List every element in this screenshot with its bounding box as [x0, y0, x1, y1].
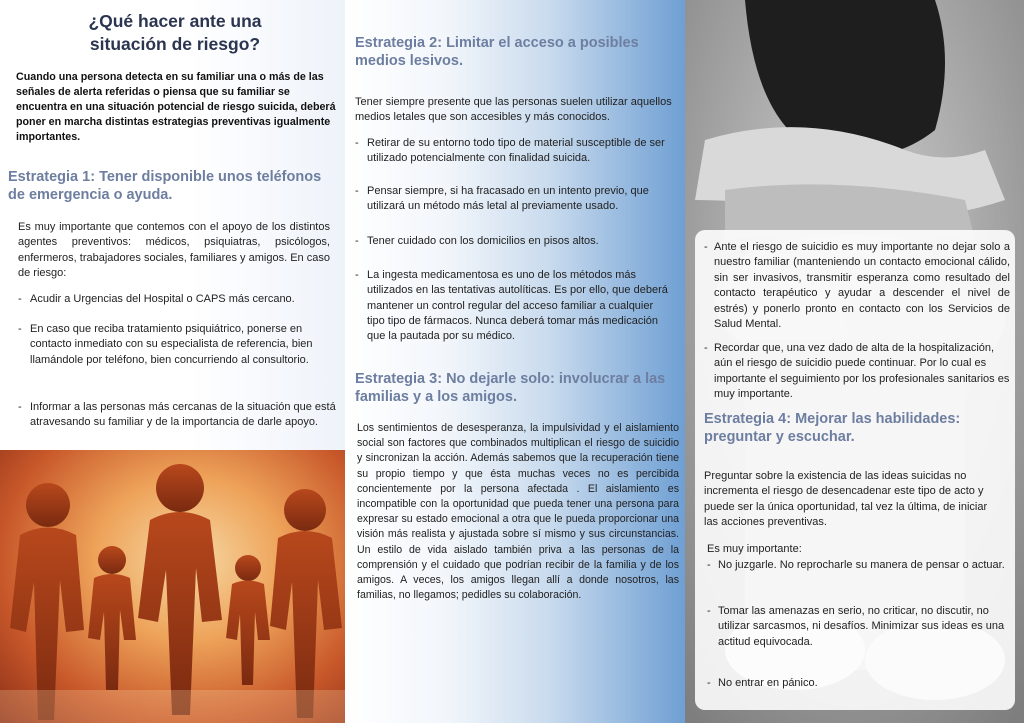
bullet-dash: -: [704, 342, 708, 354]
strategy-1-heading: Estrategia 1: Tener disponible unos teléfonos de emergencia o ayuda.: [8, 169, 322, 203]
important-label: Es muy importante:: [707, 543, 802, 555]
middle-panel: [345, 0, 685, 723]
item-text: En caso que reciba tratamiento psiquiátrico, ponerse en contacto inmediato con su especialista de referencia, bien llamándole por teléfono, bien concurriendo al consultorio.: [30, 323, 313, 366]
bullet-dash: -: [18, 323, 22, 335]
bullet-dash: -: [704, 241, 708, 253]
strategy-2-item-2: [355, 184, 673, 215]
bullet-dash: -: [707, 677, 711, 689]
bullet-dash: -: [355, 235, 359, 247]
item-text: Tener cuidado con los domicilios en pisos altos.: [367, 235, 599, 247]
paper-family-figures: [0, 450, 345, 723]
tip-text: No entrar en pánico.: [718, 677, 818, 689]
strategy-3-heading: Estrategia 3: No dejarle solo: involucrar a las familias y a los amigos.: [355, 371, 666, 405]
right-item-1: [704, 240, 1010, 332]
paper-family-illustration: [0, 450, 345, 723]
bullet-dash: -: [707, 559, 711, 571]
bullet-dash: -: [355, 185, 359, 197]
tip-text: No juzgarle. No reprocharle su manera de pensar o actuar.: [718, 559, 1005, 571]
intro-paragraph: Cuando una persona detecta en su familiar una o más de las señales de alerta referidas o piensa que su familiar se encuentra en una situación potencial de riesgo suicida, deberá poner en marcha distintas estrategias preventivas igualmente importantes.: [16, 71, 336, 143]
strategy-2-heading: Estrategia 2: Limitar el acceso a posibles medios lesivos.: [355, 35, 639, 69]
strategy-4-heading: Estrategia 4: Mejorar las habilidades: preguntar y escuchar.: [704, 411, 961, 445]
strategy-1-item-2: [18, 322, 330, 368]
page-title: [40, 10, 310, 56]
item-text: La ingesta medicamentosa es uno de los métodos más utilizados en las tentativas autolíticas. Es por ello, que deberá mantener un control regular del acceso familiar a cualquier tipo tipo de fármacos. Nunca deberá tomar más medicación que la pautada por su médico.: [367, 269, 668, 343]
tip-text: Tomar las amenazas en serio, no criticar, no discutir, no utilizar sarcasmos, ni desafíos. Minimizar sus ideas es una actitud equivocada.: [718, 605, 1005, 648]
item-text: Recordar que, una vez dado de alta de la hospitalización, aún el riesgo de suicidio puede continuar. Por lo cual es importante el seguimiento por los profesionales sanitarios es muy importante.: [714, 342, 1010, 401]
item-text: Retirar de su entorno todo tipo de material susceptible de ser utilizado potencialmente con finalidad suicida.: [367, 137, 665, 165]
right-item-2: [704, 341, 1010, 403]
strategy-4-body: Preguntar sobre la existencia de las ideas suicidas no incrementa el riesgo de desencadenar este tipo de acto y puede ser la única oportunidad, tal vez la última, de iniciar las acciones preventivas.: [704, 470, 988, 529]
strategy-1-item-1: [18, 292, 328, 307]
right-panel: [685, 0, 1024, 723]
title-line-1: ¿Qué hacer ante una: [88, 11, 262, 31]
bullet-dash: -: [18, 293, 22, 305]
bullet-dash: -: [707, 605, 711, 617]
item-text: Acudir a Urgencias del Hospital o CAPS más cercano.: [30, 293, 295, 305]
tip-1: [707, 558, 1007, 573]
item-text: Ante el riesgo de suicidio es muy importante no dejar solo a nuestro familiar (manteniendo un contacto emocional cálido, sin ser invasivos, transmitir esperanza como resultado del contacto terapéutico y ayudar a descender el nivel de estrés) y ponerlo pronto en contacto con los Servicios de Salud Mental.: [714, 241, 1010, 331]
item-text: Informar a las personas más cercanas de la situación que está atravesando su familiar y de la importancia de darle apoyo.: [30, 401, 336, 429]
item-text: Pensar siempre, si ha fracasado en un intento previo, que utilizará un método más letal al previamente usado.: [367, 185, 649, 213]
bullet-dash: -: [355, 269, 359, 281]
strategy-3-body: Los sentimientos de desesperanza, la impulsividad y el aislamiento social son factores que combinados multiplican el riesgo de suicidio y sincronizan la acción. Además sabemos que la recuperación tiene su propio tiempo y que ésta muchas veces no es percibida concientemente por la persona afectada . El aislamiento es incompatible con la oportunidad que pueda tener una persona para expresar su estado emocional a otra que le pueda proporcionar una visión más realista y ajustada sobre sí mismo y sus circunstancias. Un estilo de vida aislado también priva a las personas de la comprensión y el cuidado que podrían recibir de la familia y de los amigos. A veces, los amigos llegan allí a donde nosotros, las familias, no llegamos; pedidles su colaboración.: [357, 422, 679, 602]
strategy-2-item-1: [355, 136, 673, 167]
strategy-1-item-3: [18, 400, 336, 431]
strategy-2-intro: Tener siempre presente que las personas suelen utilizar aquellos medios letales que son accesibles y más conocidos.: [355, 96, 672, 124]
strategy-2-item-3: [355, 234, 673, 249]
strategy-2-item-4: [355, 268, 673, 344]
left-panel: [0, 0, 345, 723]
bullet-dash: -: [18, 401, 22, 413]
bullet-dash: -: [355, 137, 359, 149]
tip-2: [707, 604, 1007, 650]
title-line-2: situación de riesgo?: [89, 34, 261, 54]
tip-3: [707, 676, 1007, 691]
strategy-1-intro: Es muy importante que contemos con el apoyo de los distintos agentes preventivos: médicos, psiquiatras, psicólogos, enfermeros, trabajadores sociales, familiares y amigos. En caso de riesgo:: [18, 221, 330, 279]
